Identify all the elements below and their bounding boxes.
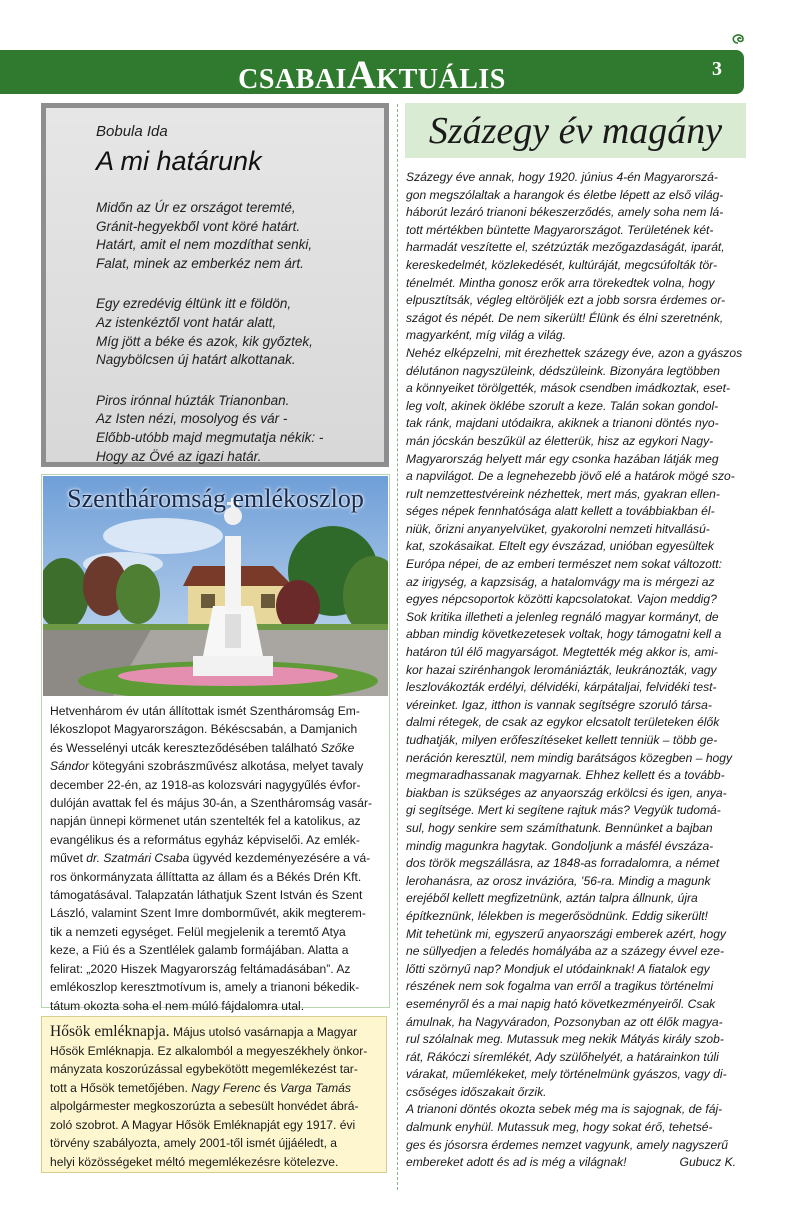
column-separator — [397, 104, 398, 1190]
photo-title: Szentháromság emlékoszlop — [67, 484, 364, 513]
text-line: tátum okozta soha el nem múló fájdalomra utal. — [50, 998, 305, 1013]
monument-photo — [43, 476, 388, 696]
text-line: támogatásával. Talapzatán láthatjuk Szent István és Szent — [50, 888, 363, 903]
poem-title: A mi határunk — [96, 146, 262, 176]
article-line: Százegy éve annak, hogy 1920. június 4-én Magyarorszá- — [406, 170, 718, 184]
article-line: niük, őrizni anyanyelvüket, gyakorolni nemzeti hitvallású- — [406, 521, 710, 536]
article-line: Sok kritika illetheti a jelenleg regnáló magyar kormányt, de — [406, 609, 719, 624]
text-line: emlékoszlop keresztmotívum is, amely a trianoni békedik- — [50, 980, 360, 995]
article-line: ámulnak, ha Nagyváradon, Pozsonyban az ott élők magya- — [406, 1014, 723, 1029]
article-line: tudhatják, milyen erőfeszítéseket kellett tenniük – több ge- — [406, 733, 718, 747]
article-line: egyes népcsoportok közötti kapcsolatokat. Vajon meddig? — [406, 592, 717, 607]
masthead-big-letter: A — [346, 52, 377, 97]
article-line: szágot és népét. De nem sikerült! Élünk és élni szeretnénk, — [406, 310, 724, 325]
article-line: biakban is szükséges az anyaország erkölcsi és igen, anya- — [406, 785, 727, 800]
article-line: dalmunk enyhül. Mutassuk meg, hogy sokat érő, tehetsé- — [406, 1120, 713, 1135]
text-line: alpolgármester megkoszorúzta a sebesült honvédet ábrá- — [50, 1099, 359, 1113]
initiator-name: dr. Szatmári Csaba — [86, 851, 190, 866]
article-line: mán jócskán beszűkül az életterük, hisz az egykori Nagy- — [406, 433, 714, 448]
article-line: Mit tehetünk mi, egyszerű anyaországi emberek azért, hogy — [406, 926, 726, 941]
text-span: és — [260, 1080, 280, 1095]
person-name: Nagy Ferenc — [191, 1080, 261, 1095]
article-body — [406, 169, 744, 1172]
masthead-prefix: CSABAI — [238, 64, 347, 95]
text-line: helyi közösségeket méltó megemlékezésre kötelezve. — [50, 1154, 339, 1169]
article-line: háborút lezáró trianoni békeszerződés, amely soha nem lá- — [406, 205, 724, 220]
article-line-text: embereket adott és ad is még a világnak! — [406, 1155, 627, 1170]
article-line: ges és jósorsra érdemes nemzet vagyunk, amely nagyszerű — [406, 1137, 728, 1152]
poem-line: Előbb-utóbb majd megmutatja nékik: - — [96, 429, 324, 445]
article-line: erejéből kellett megfizetnünk, aztán talpra állnunk, újra — [406, 891, 698, 906]
article-line: leszlovákozták erdélyi, délvidéki, kárpátaljai, felvidéki test- — [406, 680, 717, 695]
text-line: ros önkormányzata állíttatta az állam és a Békés Drén Kft. — [50, 869, 362, 884]
text-line: napján ünnepi körmenet után szentelték fel a katolikus, az — [50, 814, 361, 829]
text-span: ügyvéd kezdeményezésére a vá- — [189, 851, 371, 866]
poem-line: Az Isten nézi, mosolyog és vár - — [96, 411, 288, 427]
text-line: keze, a Fiú és a Szentlélek galamb formájában. Alatta a — [50, 943, 349, 958]
text-line: Hősök Emléknapja. Ez alkalomból a megyeszékhely önkor- — [50, 1043, 368, 1058]
heroes-day-box — [41, 1016, 387, 1173]
poem-line: Míg jött a béke és azok, kik győztek, — [96, 333, 313, 349]
poem-line: Piros irónnal húzták Trianonban. — [96, 392, 290, 408]
article-line: a napvilágot. De a legnehezebb jövő elé a határok mögé szo- — [406, 469, 735, 484]
sculptor-name: Szőke — [320, 740, 355, 755]
article-line — [406, 1154, 744, 1172]
article-line: ténelmét. Mintha gonosz erők arra törekedtek volna, hogy — [406, 275, 715, 290]
person-name: Varga Tamás — [279, 1080, 351, 1095]
article-author: Gubucz K. — [679, 1155, 736, 1170]
article-line: a könnyeiket törölgették, mások csendben imádkoztak, eset- — [406, 381, 731, 396]
monument-article — [41, 474, 390, 1013]
article-line: Európa népei, de az emberi természet nem sokat változott: — [406, 557, 722, 572]
article-line: A trianoni döntés okozta sebek még ma is sajognak, de fáj- — [406, 1102, 723, 1117]
poem-stanza — [96, 295, 384, 369]
article-line: tak ránk, majdani utódaikra, akiknek a trianoni döntés nyo- — [406, 416, 719, 431]
text-line — [50, 849, 383, 867]
article-line: gi segítsége. Mert ki segítene rajtuk más? Vegyük tudomá- — [406, 803, 721, 818]
text-line: dulóján avattak fel és május 30-án, a Szentháromság vasár- — [50, 796, 373, 811]
article-line: lőtti szörnyű nap? Mondjuk el utódainknak! A fiatalok egy — [406, 961, 710, 976]
article-line: abban mindig következetesek voltak, hogy támogatni kell a — [406, 627, 722, 642]
article-line: ne süllyedjen a feledés homályába az a százegy évvel eze- — [406, 944, 724, 959]
article-line: várakat, műemlékeket, mely történelmünk gyászos, vagy di- — [406, 1067, 727, 1082]
poem-line: Nagybölcsen új határt alkottanak. — [96, 352, 296, 368]
article-line: eseményről és a mai napig ható következményeiről. Csak — [406, 996, 716, 1011]
sculptor-name: Sándor — [50, 759, 89, 774]
article-line: részének nem sok fogalma van erről a tragikus történelmi — [406, 979, 714, 994]
article-line: rult nemzettestvéreink nézhettek, mert más, gyakran ellen- — [406, 486, 720, 501]
article-line: mindig magunkra hagytak. Gondoljunk a másfél évszáza- — [406, 838, 714, 853]
poem-box — [41, 103, 389, 467]
article-line: magyarként, míg világ a világ. — [406, 328, 566, 343]
text-line: Hetvenhárom év után állítottak ismét Szentháromság Em- — [50, 704, 360, 718]
text-line: evangélikus és a református egyház képviselői. Az emlék- — [50, 832, 360, 847]
text-line — [50, 1079, 378, 1098]
poem-line: Hogy az Övé az igazi határ. — [96, 448, 262, 464]
text-line: törvény szabályozta, amely 2001-től ismét újjáéledt, a — [50, 1136, 338, 1150]
text-span: és Wesselényi utcák kereszteződésében található — [50, 740, 321, 755]
article-line: leg volt, akinek öklébe szorult a keze. Talán sokan gondol- — [406, 398, 719, 413]
text-line: László, valamint Szent Imre domborművét, akik megterem- — [50, 906, 366, 921]
article-line: dalmi rétegek, de csak az egykor elcsatolt területeken élők — [406, 715, 720, 730]
article-line: megmaradhassanak magyarnak. Ehhez kellett és a tovább- — [406, 768, 725, 783]
article-line: csőséges időszakait őrzik. — [406, 1084, 547, 1099]
article-line: az irigység, a kapzsiság, a hatalomvágy ma is mérgezi az — [406, 574, 715, 589]
poem-line: Egy ezredévig éltünk itt e földön, — [96, 296, 292, 312]
article-line: Nehéz elképzelni, mit érezhettek százegy éve, azon a gyászos — [406, 345, 743, 360]
text-line — [50, 739, 383, 757]
text-line — [50, 1023, 378, 1042]
poem-inner — [46, 108, 384, 462]
poem-line: Midőn az Úr ez országot teremté, — [96, 200, 296, 215]
poem-stanza — [96, 392, 384, 466]
monument-text — [50, 702, 383, 1015]
text-line: mányzata koszorúzással egybekötött megemlékezést tar- — [50, 1062, 358, 1076]
poem-author: Bobula Ida — [96, 123, 168, 140]
text-span: tott a Hősök temetőjében. — [50, 1080, 192, 1095]
text-line: zoló szobrot. A Magyar Hősök Emléknapját egy 1917. évi — [50, 1117, 356, 1132]
text-line: december 22-én, az 1918-as kolozsvári nagygyűlés évfor- — [50, 777, 361, 792]
article-line: harmadát veszítette el, szétzúzták mezőgazdaságát, iparát, — [406, 240, 725, 255]
swirl-ornament-icon — [731, 33, 745, 45]
article-line: kereskedelmét, közlekedését, kultúráját, megcsúfolták tör- — [406, 257, 718, 272]
poem-line: Gránit-hegyekből vont köré határt. — [96, 218, 301, 234]
text-line — [50, 757, 383, 775]
page-number: 3 — [712, 58, 722, 80]
article-line: építkeznünk, lélekben is megerősödnünk. Eddig sikerült! — [406, 908, 708, 923]
text-span: Május utolsó vasárnapja a Magyar — [169, 1025, 358, 1039]
text-line: lékoszlopot Magyarországon. Békéscsabán, a Damjanich — [50, 722, 358, 737]
poem-line: Falat, minek az emberkéz nem árt. — [96, 255, 304, 271]
article-line: kat, szokásaikat. Eltelt egy évszázad, unióban egyesültek — [406, 539, 714, 554]
article-line: határon túl élő magyarságot. Megtették még akkor is, ami- — [406, 645, 718, 660]
text-line: felirat: „2020 Hiszek Magyarország feltámadásában”. Az — [50, 961, 351, 976]
article-line: sul, hogy senkire sem számíthatunk. Bennünket a bajban — [406, 820, 713, 835]
poem-line: Határt, amit el nem mozdíthat senki, — [96, 237, 313, 253]
article-line: dos török megszállásra, az 1848-as forradalomra, a német — [406, 856, 720, 871]
article-line: séges népek fennhatósága alatt kellett a továbbiakban él- — [406, 504, 715, 519]
article-line: véreinket. Igaz, itthon is vannak segítségre szoruló társa- — [406, 697, 712, 712]
article-line: Magyarország helyett már egy csonka hazában látják meg — [406, 451, 719, 466]
article-line: elpusztítsák, végleg eltöröljék ezt a jobb sorsra érdemes or- — [406, 293, 726, 308]
article-line: délutánon nagyszüleink, dédszüleink. Bizonyára legtöbben — [406, 363, 720, 378]
article-line: rul szólalnak meg. Mutassuk meg nekik Mátyás király szob- — [406, 1032, 724, 1047]
article-line: neráción keresztül, nem mindig barátságos közegben – hogy — [406, 750, 733, 765]
text-span: művet — [50, 851, 87, 866]
poem-line: Az istenkéztől vont határ alatt, — [96, 314, 277, 330]
article-line: gon megszólaltak a harangok és életbe lépett az első világ- — [406, 187, 724, 202]
masthead-suffix: KTUÁLIS — [376, 64, 506, 95]
article-title: Százegy év magány — [405, 103, 746, 158]
article-line: kor hazai szirénhangok leromániázták, leukránozták, vagy — [406, 662, 717, 677]
heroes-title: Hősök emléknapja. — [50, 1023, 170, 1040]
article-line: lerohanásra, az orosz invázióra, ’56-ra. Mindig a magunk — [406, 873, 711, 888]
text-line: tik a nemzeti egységet. Felül megjelenik a teremtő Atya — [50, 924, 346, 939]
article-line: rát, Rákóczi síremlékét, Ady szülőhelyét, a határainkon túli — [406, 1049, 719, 1064]
masthead — [0, 50, 744, 97]
text-span: kötegyáni szobrászművész alkotása, melyet tavaly — [89, 759, 364, 774]
article-line: tott mértékben büntette Magyarországot. Területének két- — [406, 222, 714, 237]
poem-stanza — [96, 199, 384, 273]
